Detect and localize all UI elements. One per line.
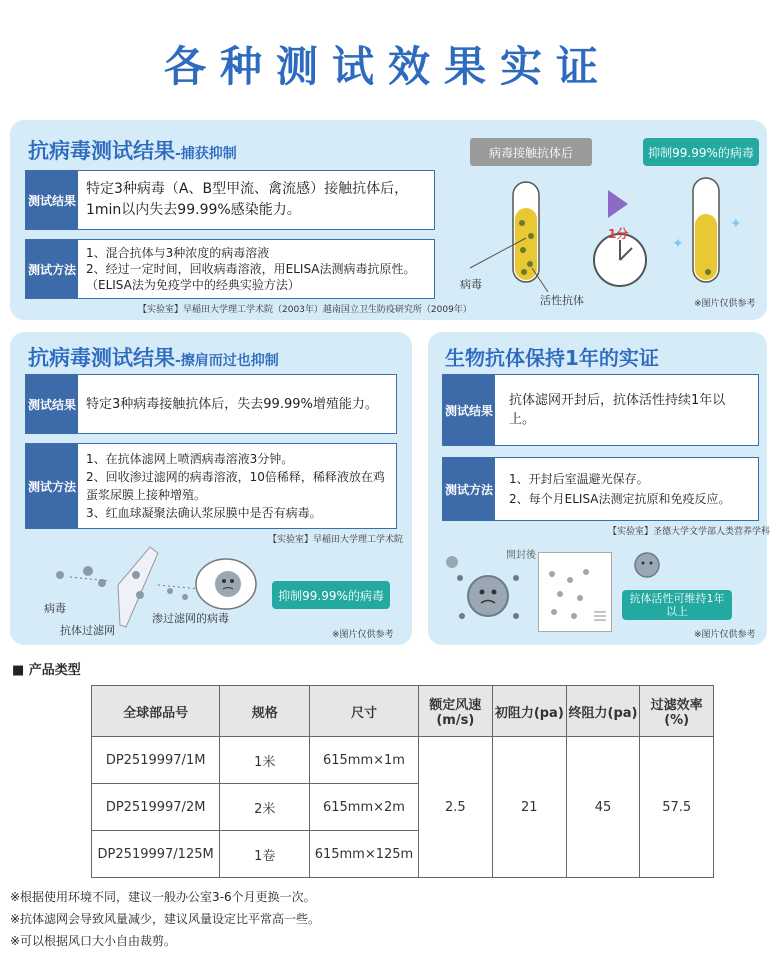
panel2-title <box>28 342 279 372</box>
panel2-filter-label: 抗体过滤网 <box>60 624 115 637</box>
panel2-tag-inhibit: 抑制99.99%的病毒 <box>272 581 390 609</box>
table-header: 额定风速(m/s) <box>418 686 492 737</box>
table-cell-efficiency: 57.5 <box>640 737 714 878</box>
panel1-result-text: 特定3种病毒（A、B型甲流、禽流感）接触抗体后，1min以内失去99.99%感染能力。 <box>86 181 409 218</box>
panel2-lab-note: 【实验室】早稲田大学理工学术院 <box>268 535 404 545</box>
panel2-method-line: 3、红血球凝聚法确认浆尿膜中是否有病毒。 <box>86 506 322 520</box>
table-cell: 615mm×1m <box>310 737 418 784</box>
table-header: 初阻力(pa) <box>492 686 566 737</box>
test-tube-right-icon <box>693 178 719 282</box>
panel1-method-row <box>25 239 435 299</box>
table-header: 尺寸 <box>310 686 418 737</box>
panel3-method-row <box>442 457 759 521</box>
virus-icon <box>457 575 519 619</box>
panel2-method-text <box>78 444 396 528</box>
panel2-ref-note: ※图片仅供参考 <box>332 630 394 640</box>
table-cell-rated-speed: 2.5 <box>418 737 492 878</box>
table-cell: 1卷 <box>220 831 310 878</box>
panel1-timer-label: 1分 <box>608 227 629 241</box>
panel1-method-label: 测试方法 <box>26 240 78 298</box>
panel1-result-row <box>25 170 435 230</box>
panel2-method-row <box>25 443 397 529</box>
panel3-method-text <box>495 458 745 520</box>
virus-icon <box>446 556 458 568</box>
panel1-lab-note: 【实验室】早稲田大学理工学术院（2003年）越南国立卫生防疫研究所（2009年） <box>138 305 472 315</box>
table-header: 规格 <box>220 686 310 737</box>
table-cell: 2米 <box>220 784 310 831</box>
panel3-method-line: 2、每个月ELISA法测定抗原和免疫反应。 <box>509 492 731 506</box>
note-line: ※可以根据风口大小自由裁剪。 <box>10 934 177 948</box>
panel3-lab-note: 【实验室】圣德大学文学部人类营养学科 <box>608 527 771 537</box>
table-row <box>92 737 714 784</box>
panel3-ref-note: ※图片仅供参考 <box>694 630 756 640</box>
panel2-result-label: 测试结果 <box>26 375 78 433</box>
table-cell-initial-resistance: 21 <box>492 737 566 878</box>
product-table <box>91 685 714 878</box>
panel2-title-sub: -擦肩而过也抑制 <box>175 353 279 369</box>
panel1-antibody-label: 活性抗体 <box>540 294 584 307</box>
panel1-virus-label: 病毒 <box>460 278 482 291</box>
panel1-method-line: 2、经过一定时间，回收病毒溶液，用ELISA法测病毒抗原性。 <box>86 262 416 276</box>
panel1-method-line: （ELISA法为免疫学中的经典实验方法） <box>86 278 300 292</box>
page-title: 各种测试效果实证 <box>163 42 612 91</box>
table-cell: DP2519997/125M <box>92 831 220 878</box>
table-cell: DP2519997/2M <box>92 784 220 831</box>
table-header: 全球部品号 <box>92 686 220 737</box>
panel1-title-main: 抗病毒测试结果 <box>28 139 175 163</box>
panel3-result-label: 测试结果 <box>443 375 495 445</box>
panel3-tag-active-text: 抗体活性可维持1年以上 <box>629 592 725 618</box>
panel1-result-label: 测试结果 <box>26 171 78 229</box>
panel2-method-label: 测试方法 <box>26 444 78 528</box>
sparkle-icon: ✦ <box>672 236 684 252</box>
table-cell: 615mm×125m <box>310 831 418 878</box>
note-line: ※抗体滤网会导致风量减少，建议风量设定比平常高一些。 <box>10 912 321 926</box>
panel2-result-row <box>25 374 397 434</box>
panel1-illustration <box>440 168 760 308</box>
table-cell: 1米 <box>220 737 310 784</box>
panel1-tag-after-contact: 病毒接触抗体后 <box>470 138 592 166</box>
table-header: 终阻力(pa) <box>566 686 640 737</box>
arrow-right-icon <box>608 190 628 218</box>
table-header-row <box>92 686 714 737</box>
panel3-small-virus-icon <box>628 548 666 582</box>
table-header: 过滤效率(%) <box>640 686 714 737</box>
panel1-ref-note: ※图片仅供参考 <box>694 299 756 309</box>
panel1-method-text <box>78 240 424 298</box>
note-line: ※根据使用环境不同，建议一般办公室3-6个月更换一次。 <box>10 890 316 904</box>
panel3-chart-label: 開封後 <box>506 550 536 561</box>
sparkle-icon: ✦ <box>730 216 742 232</box>
table-cell: DP2519997/1M <box>92 737 220 784</box>
panel3-method-label: 测试方法 <box>443 458 495 520</box>
table-cell-final-resistance: 45 <box>566 737 640 878</box>
panel2-passed-label: 渗过滤网的病毒 <box>152 612 229 625</box>
panel2-title-main: 抗病毒测试结果 <box>28 346 175 370</box>
panel1-title <box>28 135 237 165</box>
panel3-chart-dots <box>540 556 608 628</box>
panel1-tag-inhibit: 抑制99.99%的病毒 <box>643 138 759 166</box>
panel2-method-line: 2、回收渗过滤网的病毒溶液，10倍稀释，稀释液放在鸡蛋浆尿膜上接种增殖。 <box>86 470 385 502</box>
panel3-result-row <box>442 374 759 446</box>
panel3-result-text: 抗体滤网开封后，抗体活性持续1年以上。 <box>509 393 726 427</box>
panel2-result-text: 特定3种病毒接触抗体后，失去99.99%增殖能力。 <box>86 396 378 412</box>
magnified-virus-icon <box>190 556 260 616</box>
panel1-method-line: 1、混合抗体与3种浓度的病毒溶液 <box>86 246 270 260</box>
panel3-title: 生物抗体保持1年的实证 <box>445 346 659 370</box>
panel3-method-line: 1、开封后室温避光保存。 <box>509 472 649 486</box>
panel2-method-line: 1、在抗体滤网上喷洒病毒溶液3分钟。 <box>86 452 294 466</box>
product-section-heading: ■ 产品类型 <box>12 663 81 678</box>
panel2-virus-label: 病毒 <box>44 602 66 615</box>
panel3-tag-active <box>622 590 732 620</box>
table-cell: 615mm×2m <box>310 784 418 831</box>
panel1-title-sub: -捕获抑制 <box>175 146 237 162</box>
